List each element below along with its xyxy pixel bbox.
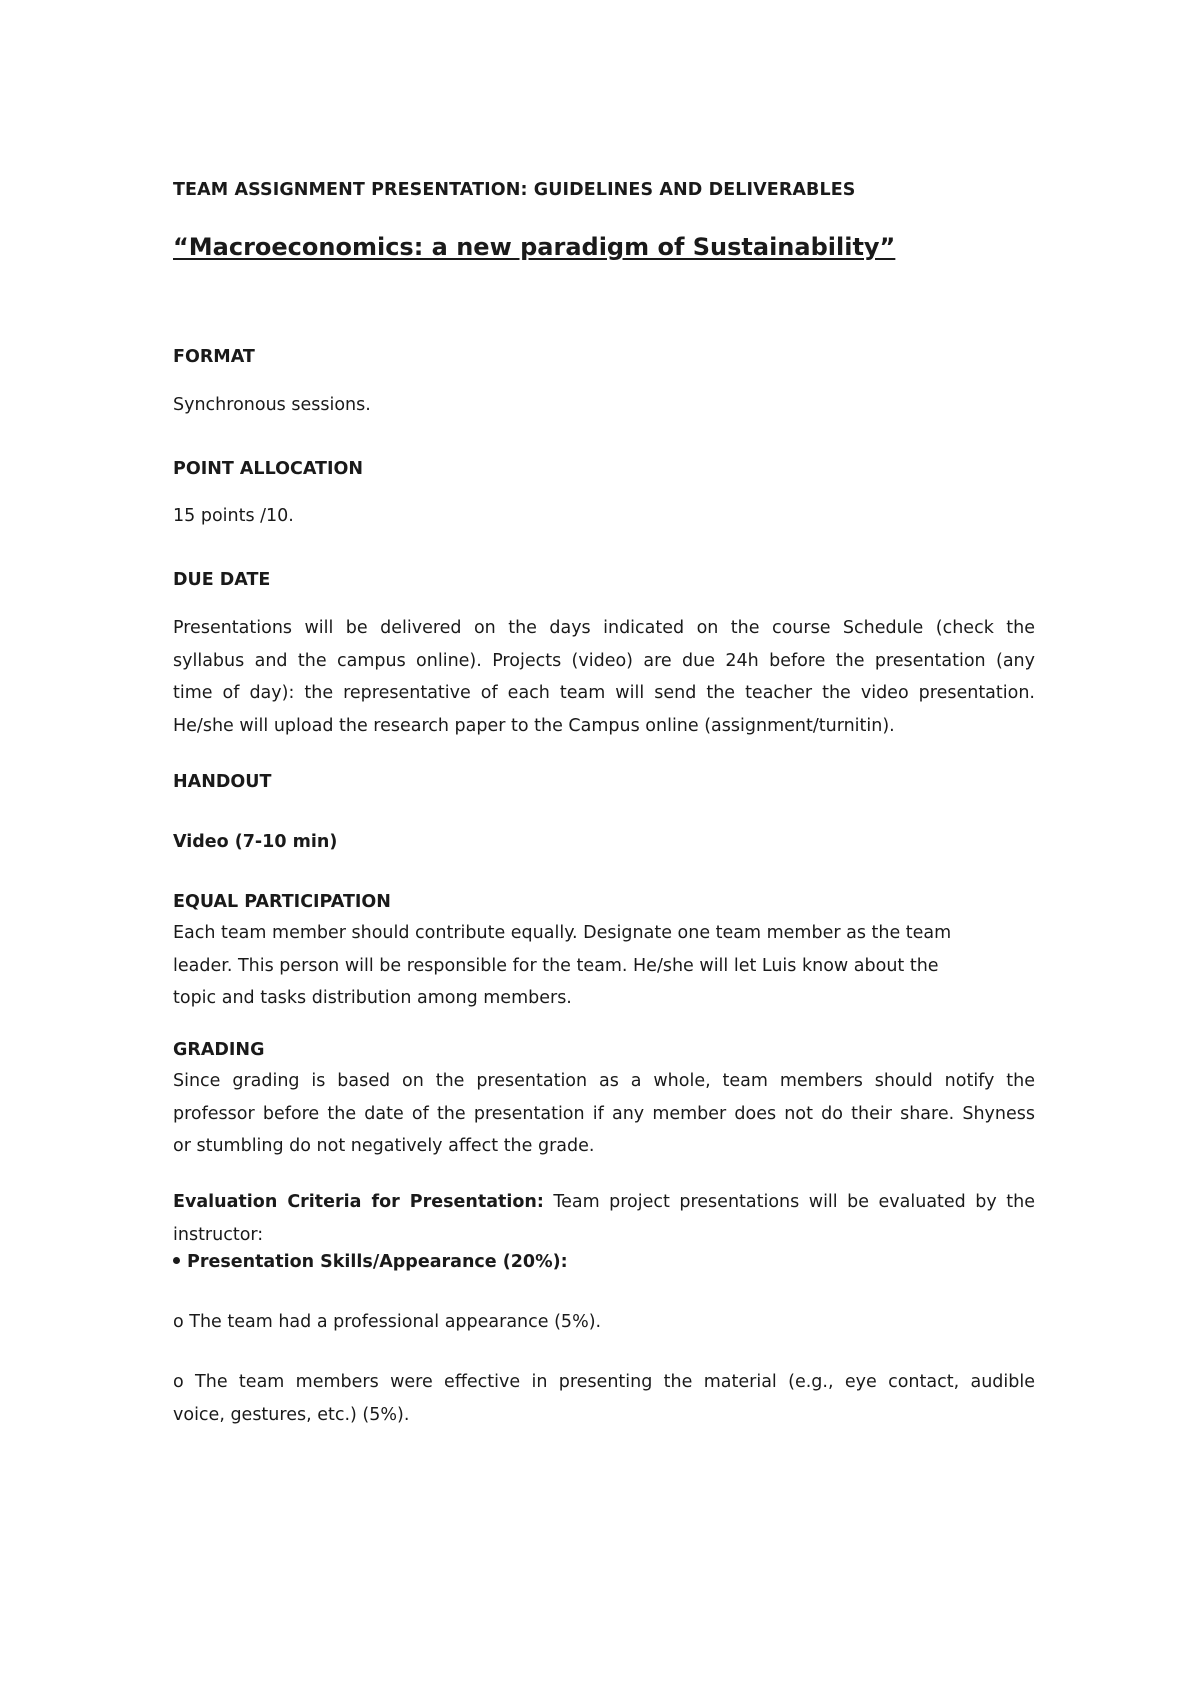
evaluation-text: Team project presentations will be evaluated by the: [543, 1192, 1035, 1212]
grading-heading: GRADING: [173, 1040, 265, 1060]
point-allocation-body: 15 points /10.: [173, 506, 294, 526]
format-body: Synchronous sessions.: [173, 395, 371, 415]
handout-body: Video (7-10 min): [173, 832, 338, 852]
grading-line: or stumbling do not negatively affect the grade.: [173, 1136, 595, 1156]
grading-paragraph: [173, 1065, 1035, 1163]
due-date-line: Presentations will be delivered on the days indicated on the course Schedule (check the: [173, 618, 1035, 638]
due-date-heading: DUE DATE: [173, 570, 271, 590]
document-title: TEAM ASSIGNMENT PRESENTATION: GUIDELINES AND DELIVERABLES: [173, 180, 856, 200]
equal-participation-line: topic and tasks distribution among members.: [173, 988, 572, 1008]
criteria-bullet: [173, 1246, 568, 1279]
format-heading: FORMAT: [173, 347, 255, 367]
criteria-item-line: o The team members were effective in presenting the material (e.g., eye contact, audible: [173, 1372, 1035, 1392]
handout-heading: HANDOUT: [173, 772, 272, 792]
criteria-item: o The team had a professional appearance (5%).: [173, 1312, 602, 1332]
grading-line: professor before the date of the presentation if any member does not do their share. Shyness: [173, 1103, 1035, 1124]
evaluation-line: instructor:: [173, 1224, 264, 1245]
due-date-line: time of day): the representative of each team will send the teacher the video presentation.: [173, 683, 1035, 703]
due-date-line: syllabus and the campus online). Projects (video) are due 24h before the presentation (any: [173, 650, 1035, 671]
criteria-item-paragraph: [173, 1366, 1035, 1431]
equal-participation-line: leader. This person will be responsible for the team. He/she will let Luis know about the: [173, 955, 939, 976]
evaluation-paragraph: [173, 1186, 1035, 1251]
evaluation-label: Evaluation Criteria for Presentation:: [173, 1192, 544, 1212]
bullet-icon: [173, 1257, 180, 1264]
criteria-item-line: voice, gestures, etc.) (5%).: [173, 1404, 410, 1425]
equal-participation-paragraph: [173, 917, 1035, 1015]
due-date-line: He/she will upload the research paper to the Campus online (assignment/turnitin).: [173, 715, 895, 736]
criteria-bullet-label: Presentation Skills/Appearance (20%):: [187, 1252, 568, 1272]
due-date-paragraph: [173, 612, 1035, 742]
evaluation-line: [173, 1186, 1035, 1219]
document-subtitle: “Macroeconomics: a new paradigm of Sustainability”: [173, 233, 896, 261]
equal-participation-line: Each team member should contribute equally. Designate one team member as the team: [173, 923, 952, 943]
grading-line: Since grading is based on the presentation as a whole, team members should notify the: [173, 1071, 1035, 1091]
point-allocation-heading: POINT ALLOCATION: [173, 459, 363, 479]
equal-participation-heading: EQUAL PARTICIPATION: [173, 892, 391, 912]
